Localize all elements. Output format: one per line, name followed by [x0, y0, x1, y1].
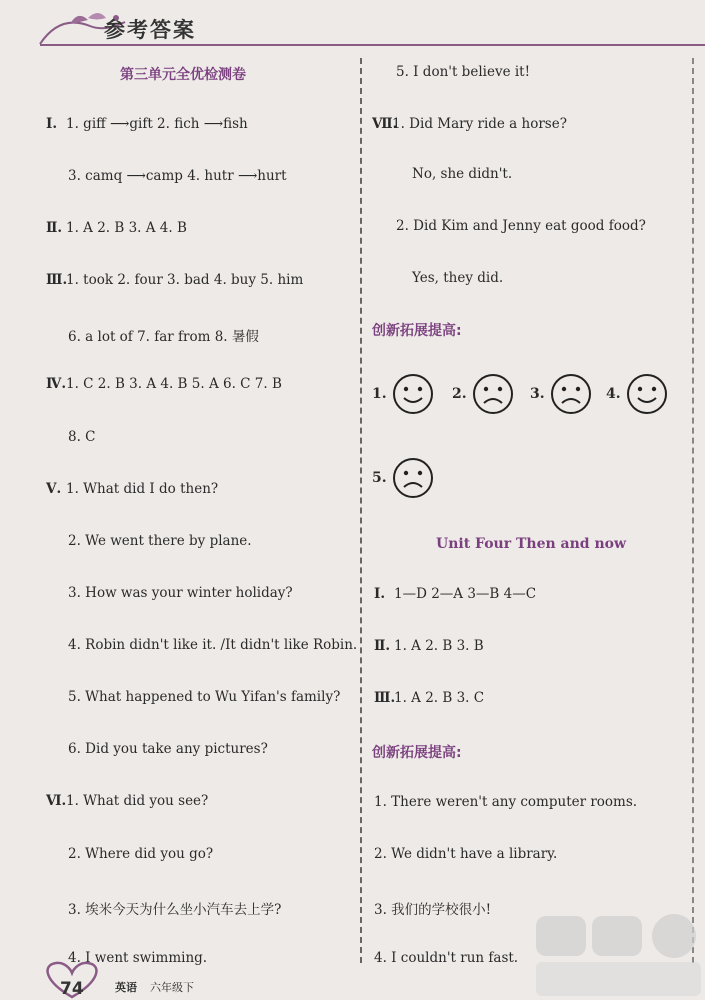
answer-line: 1. There weren't any computer rooms. — [374, 794, 638, 810]
answer-line: 5. I don't believe it! — [396, 64, 531, 80]
innovation-title-2: 创新拓展提高: — [372, 745, 462, 761]
column-divider — [360, 58, 362, 963]
answer-line: 4. I went swimming. — [68, 950, 208, 966]
answer-line: 1. What did you see? — [66, 793, 209, 809]
page-header — [0, 0, 705, 50]
answer-line: 1—D 2—A 3—B 4—C — [394, 586, 537, 602]
answer-line: 1. A 2. B 3. A 4. B — [66, 220, 187, 236]
answer-line: No, she didn't. — [412, 166, 513, 182]
roman-numeral: Ⅲ. — [46, 272, 68, 288]
smiley-face-icon — [625, 372, 669, 416]
footer-grade: 六年级下 — [150, 981, 194, 994]
answer-line: 2. We went there by plane. — [68, 533, 252, 549]
roman-numeral: Ⅵ. — [46, 793, 67, 809]
answer-line: 1. A 2. B 3. B — [394, 638, 484, 654]
face-answer — [530, 372, 593, 416]
face-answer — [606, 372, 669, 416]
face-answer — [372, 456, 435, 500]
answer-line: 1. What did I do then? — [66, 481, 219, 497]
right-edge-divider — [692, 58, 694, 963]
face-number: 1. — [372, 386, 387, 402]
answer-line: 3. 我们的学校很小! — [374, 902, 492, 918]
answer-line: 1. A 2. B 3. C — [394, 690, 485, 706]
roman-numeral: Ⅲ. — [374, 690, 396, 706]
page-title: 参考答案 — [104, 17, 196, 42]
face-number: 2. — [452, 386, 467, 402]
answer-line: 8. C — [68, 429, 96, 445]
roman-numeral: Ⅰ. — [374, 586, 386, 602]
roman-numeral: Ⅴ. — [46, 481, 62, 497]
answer-line: 6. Did you take any pictures? — [68, 741, 268, 757]
answer-line: 2. Did Kim and Jenny eat good food? — [396, 218, 646, 234]
answer-line: 4. I couldn't run fast. — [374, 950, 519, 966]
roman-numeral: Ⅱ. — [374, 638, 391, 654]
unit-title: Unit Four Then and now — [436, 536, 627, 552]
answer-line: 5. What happened to Wu Yifan's family? — [68, 689, 341, 705]
answer-line: 1. took 2. four 3. bad 4. buy 5. him — [66, 272, 304, 288]
answer-line: 3. 埃米今天为什么坐小汽车去上学? — [68, 902, 282, 918]
section-title: 第三单元全优检测卷 — [120, 67, 246, 83]
watermark-logo-icon — [526, 910, 705, 1000]
answer-line: 1. giff ⟶gift 2. fich ⟶fish — [66, 116, 248, 132]
header-rule — [40, 44, 705, 46]
roman-numeral: Ⅰ. — [46, 116, 58, 132]
face-number: 5. — [372, 470, 387, 486]
answer-line: 4. Robin didn't like it. /It didn't like Robin. — [68, 637, 358, 653]
roman-numeral: Ⅳ. — [46, 376, 67, 392]
innovation-title-1: 创新拓展提高: — [372, 323, 462, 339]
footer-subject: 英语 — [115, 981, 137, 994]
smiley-face-icon — [391, 372, 435, 416]
answer-line: 3. camq ⟶camp 4. hutr ⟶hurt — [68, 168, 287, 184]
face-answer — [452, 372, 515, 416]
answer-line: 2. We didn't have a library. — [374, 846, 558, 862]
sad-face-icon — [549, 372, 593, 416]
answer-line: 1. Did Mary ride a horse? — [392, 116, 567, 132]
answer-line: 1. C 2. B 3. A 4. B 5. A 6. C 7. B — [66, 376, 282, 392]
face-answer — [372, 372, 435, 416]
roman-numeral: Ⅶ. — [372, 116, 398, 132]
page-number: 74 — [60, 979, 84, 999]
answer-line: 2. Where did you go? — [68, 846, 214, 862]
answer-line: Yes, they did. — [412, 270, 504, 286]
face-number: 3. — [530, 386, 545, 402]
answer-line: 3. How was your winter holiday? — [68, 585, 293, 601]
sad-face-icon — [391, 456, 435, 500]
roman-numeral: Ⅱ. — [46, 220, 63, 236]
sad-face-icon — [471, 372, 515, 416]
answer-line: 6. a lot of 7. far from 8. 暑假 — [68, 329, 259, 345]
face-number: 4. — [606, 386, 621, 402]
